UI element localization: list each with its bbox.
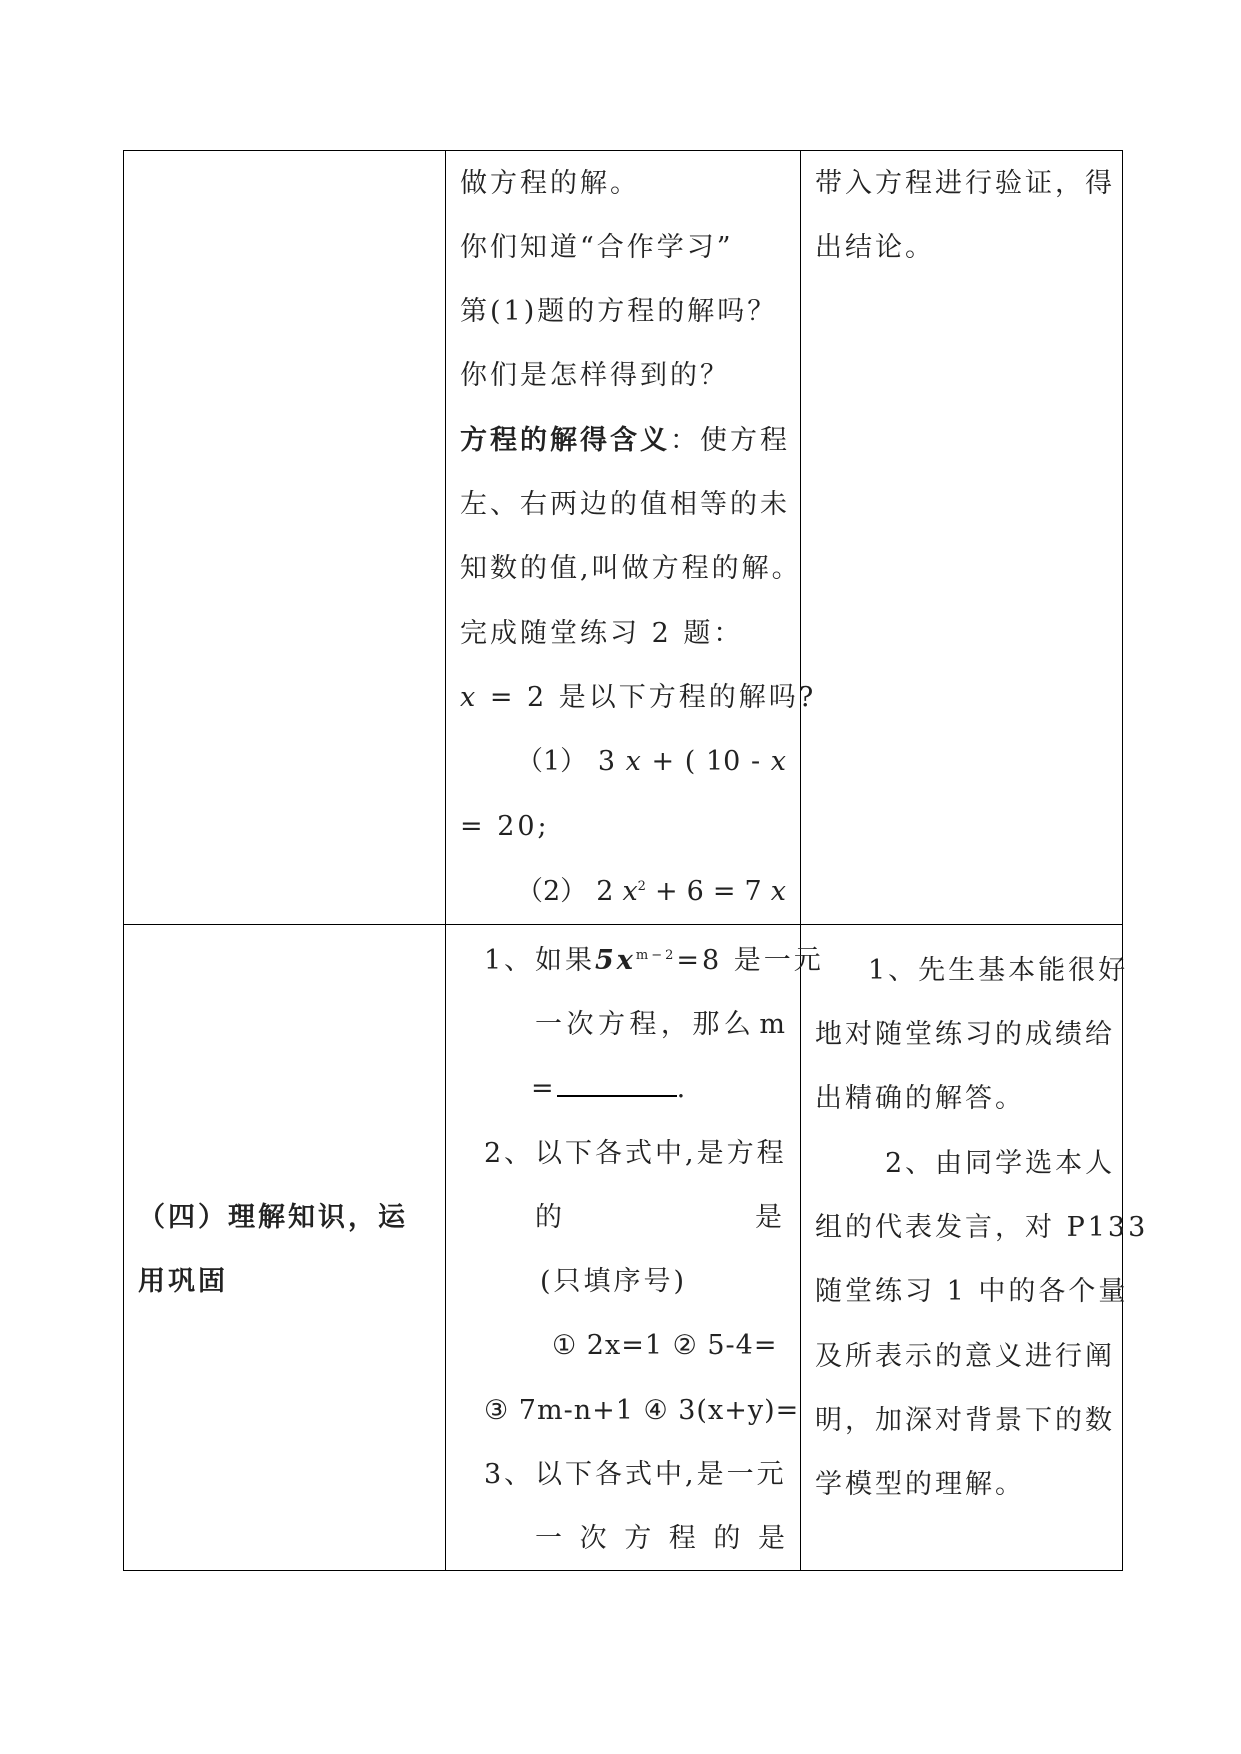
exercise-1-line-3: = . (531, 1073, 689, 1104)
activity-line-2: 地对随堂练习的成绩给 (815, 1019, 1115, 1050)
exercise-3-line-2: 一 次 方 程 的 是 (535, 1523, 785, 1554)
equation-1-line-1: （1） 3 x + ( 10 - x (516, 746, 786, 777)
activity-line-8: 明，加深对背景下的数 (815, 1405, 1115, 1436)
activity-line-1: 1、先生基本能很好 (868, 955, 1129, 986)
expression-5x: 5x (595, 945, 636, 976)
teacher-line-4: 你们是怎样得到的？ (460, 360, 730, 391)
activity-line-9: 学模型的理解。 (815, 1469, 1025, 1500)
practice-question (460, 680, 816, 716)
table-border-right (1122, 150, 1123, 1571)
activity-line-4: 2、由同学选本人 (885, 1148, 1116, 1179)
answer-blank[interactable] (557, 1071, 677, 1097)
definition-line-3: 知数的值,叫做方程的解。 (460, 553, 802, 584)
exercise-1-line-1: 如果$5x^{m-2}=8$ 是一元 (535, 945, 824, 976)
exercise-1-line-2: 一 次 方 程 ， 那 么 m (535, 1009, 785, 1040)
exercise-2-number: 2、 (484, 1138, 535, 1169)
section-title-line-2: 用巩固 (138, 1266, 228, 1297)
activity-line-7: 及所表示的意义进行阐 (815, 1341, 1115, 1372)
activity-line-5: 组的代表发言，对 P133 (815, 1212, 1149, 1243)
exercise-2-line-2: 的 是 (535, 1202, 785, 1233)
exercise-2-line-1: 以下各式中,是方程 (535, 1138, 787, 1169)
table-col-divider-1 (445, 150, 446, 1571)
equation-1-line-2: = 20; (460, 811, 550, 842)
table-col-divider-2 (800, 150, 801, 1571)
definition-term: 方程的解得含义 (460, 425, 670, 456)
exercise-2-line-3: (只填序号) (540, 1266, 688, 1297)
variable-x: x (460, 682, 479, 713)
activity-line-6: 随堂练习 1 中的各个量 (815, 1276, 1129, 1307)
table-border-left (123, 150, 124, 1571)
activity-line-3: 出精确的解答。 (815, 1083, 1025, 1114)
exercise-3-line-1: 以下各式中,是一元 (535, 1459, 787, 1490)
teacher-line-3: 第(1)题的方程的解吗？ (460, 296, 778, 327)
exercise-2-options-1: ① 2x=1 ② 5-4= (552, 1330, 778, 1361)
definition-line-1 (460, 423, 790, 459)
exponent-m-2: m−2 (635, 948, 677, 963)
section-title-line-1: （四）理解知识，运 (138, 1202, 408, 1233)
student-line-2: 出结论。 (815, 232, 935, 263)
student-line-1: 带入方程进行验证，得 (815, 168, 1115, 199)
practice-intro: 完成随堂练习 2 题： (460, 618, 744, 649)
table-border-top (123, 150, 1123, 151)
teacher-line-1: 做方程的解。 (460, 168, 640, 199)
equation-2: （2） 2 $x^2$ + 6 = 7 x (516, 876, 786, 907)
exercise-1-number: 1、 (484, 945, 535, 976)
definition-line-2: 左、右两边的值相等的未 (460, 489, 790, 520)
teacher-line-2: 你们知道“合作学习” (460, 232, 734, 263)
exercise-2-options-2: ③ 7m-n+1 ④ 3(x+y)= (484, 1395, 800, 1426)
table-border-bottom (123, 1570, 1123, 1571)
definition-text-start: ：使方程 (670, 425, 790, 456)
table-row-divider (123, 924, 1123, 925)
practice-question-rest: = 2 是以下方程的解吗? (478, 682, 817, 713)
exercise-3-number: 3、 (484, 1459, 535, 1490)
